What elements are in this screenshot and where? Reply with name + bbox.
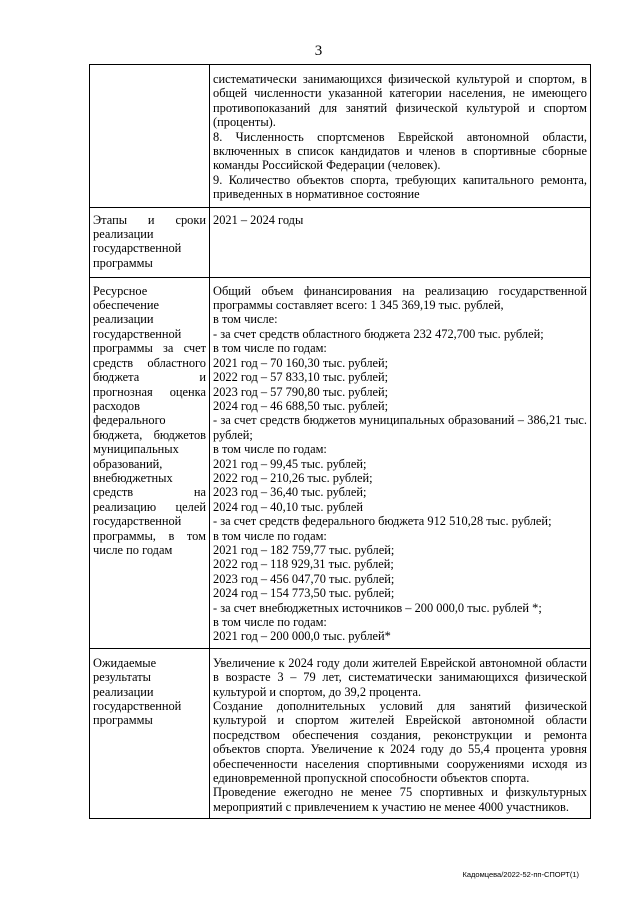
res-line-12: 2023 год – 36,40 тыс. рублей; — [213, 485, 367, 500]
value-cell-continuation — [210, 65, 591, 208]
stages-value: 2021 – 2024 годы — [213, 212, 304, 227]
res-line-5: 2022 год – 57 833,10 тыс. рублей; — [213, 370, 389, 385]
table-row-resources — [90, 277, 591, 648]
res-line-4: 2021 год – 70 160,30 тыс. рублей; — [213, 355, 389, 370]
table-row-expected — [90, 648, 591, 818]
res-line-18: 2023 год – 456 047,70 тыс. рублей; — [213, 571, 395, 586]
value-cell-resources — [210, 277, 591, 648]
res-line-1: в том числе: — [213, 312, 278, 327]
document-footer-code: Кадомцева/2022-52-пп-СПОРТ(1) — [462, 870, 579, 879]
resources-label: Ресурсное обеспечение реализации государственной программы за счет средств областного бюджета и прогнозная оценка расходов федерального бюджета, бюджетов муниципальных образований, внебюджетных средств на реализацию целей государственной программы, в том числе по годам — [93, 283, 206, 557]
exp-line-0: Увеличение к 2024 году доли жителей Еврейской автономной области в возрасте 3 – 79 лет, систематически занимающихся физической культурой и спортом, до 39,2 процента. — [213, 655, 587, 699]
res-line-22: 2021 год – 200 000,0 тыс. рублей* — [213, 629, 391, 644]
page-number: 3 — [314, 43, 323, 59]
table-row-continuation — [90, 65, 591, 208]
label-cell-expected — [90, 648, 210, 818]
label-cell-resources — [90, 277, 210, 648]
res-line-10: 2021 год – 99,45 тыс. рублей; — [213, 456, 367, 471]
res-line-6: 2023 год – 57 790,80 тыс. рублей; — [213, 384, 389, 399]
value-cell-stages — [210, 207, 591, 277]
cont-line-1: систематически занимающихся физической культурой и спортом, в общей численности указанной категории населения, не имеющего противопоказаний для занятий физической культурой и спортом (проценты). — [213, 72, 587, 130]
res-line-15: в том числе по годам: — [213, 528, 327, 543]
res-line-20: - за счет внебюджетных источников – 200 000,0 тыс. рублей *; — [213, 600, 542, 615]
passport-table — [89, 64, 591, 819]
stages-label: Этапы и сроки реализации государственной программы — [93, 212, 206, 270]
res-line-3: в том числе по годам: — [213, 341, 327, 356]
res-line-7: 2024 год – 46 688,50 тыс. рублей; — [213, 398, 389, 413]
res-line-21: в том числе по годам: — [213, 615, 327, 629]
exp-line-2: Проведение ежегодно не менее 75 спортивных и физкультурных мероприятий с привлечением к участию не менее 4000 участников. — [213, 785, 587, 814]
label-cell-stages — [90, 207, 210, 277]
label-cell-empty — [90, 65, 210, 208]
res-line-17: 2022 год – 118 929,31 тыс. рублей; — [213, 557, 394, 572]
value-cell-expected — [210, 648, 591, 818]
res-line-11: 2022 год – 210,26 тыс. рублей; — [213, 470, 373, 485]
res-line-8: - за счет средств бюджетов муниципальных образований – 386,21 тыс. рублей; — [213, 413, 587, 442]
res-line-9: в том числе по годам: — [213, 442, 327, 457]
res-line-19: 2024 год – 154 773,50 тыс. рублей; — [213, 586, 395, 601]
expected-label: Ожидаемые результаты реализации государственной программы — [93, 655, 182, 728]
res-line-0: Общий объем финансирования на реализацию государственной программы составляет всего: 1 345 369,19 тыс. рублей, — [213, 283, 587, 313]
res-line-13: 2024 год – 40,10 тыс. рублей — [213, 499, 363, 514]
table-row-stages — [90, 207, 591, 277]
exp-line-1: Создание дополнительных условий для занятий физической культурой и спортом жителей Еврейской автономной области посредством обеспечения создания, реконструкции и ремонта объектов спорта. Увеличение к 2024 году до 55,4 процента уровня обеспеченности населения спортивными сооружениями исходя из единовременной пропускной способности объектов спорта. — [213, 699, 587, 786]
res-line-2: - за счет средств областного бюджета 232 472,700 тыс. рублей; — [213, 326, 544, 341]
res-line-16: 2021 год – 182 759,77 тыс. рублей; — [213, 542, 395, 557]
cont-line-2: 8. Численность спортсменов Еврейской автономной области, включенных в список кандидатов и членов в спортивные сборные команды Российской Федерации (человек). — [213, 129, 587, 173]
cont-line-3: 9. Количество объектов спорта, требующих капитального ремонта, приведенных в нормативное состояние — [213, 172, 587, 202]
res-line-14: - за счет средств федерального бюджета 912 510,28 тыс. рублей; — [213, 514, 552, 529]
